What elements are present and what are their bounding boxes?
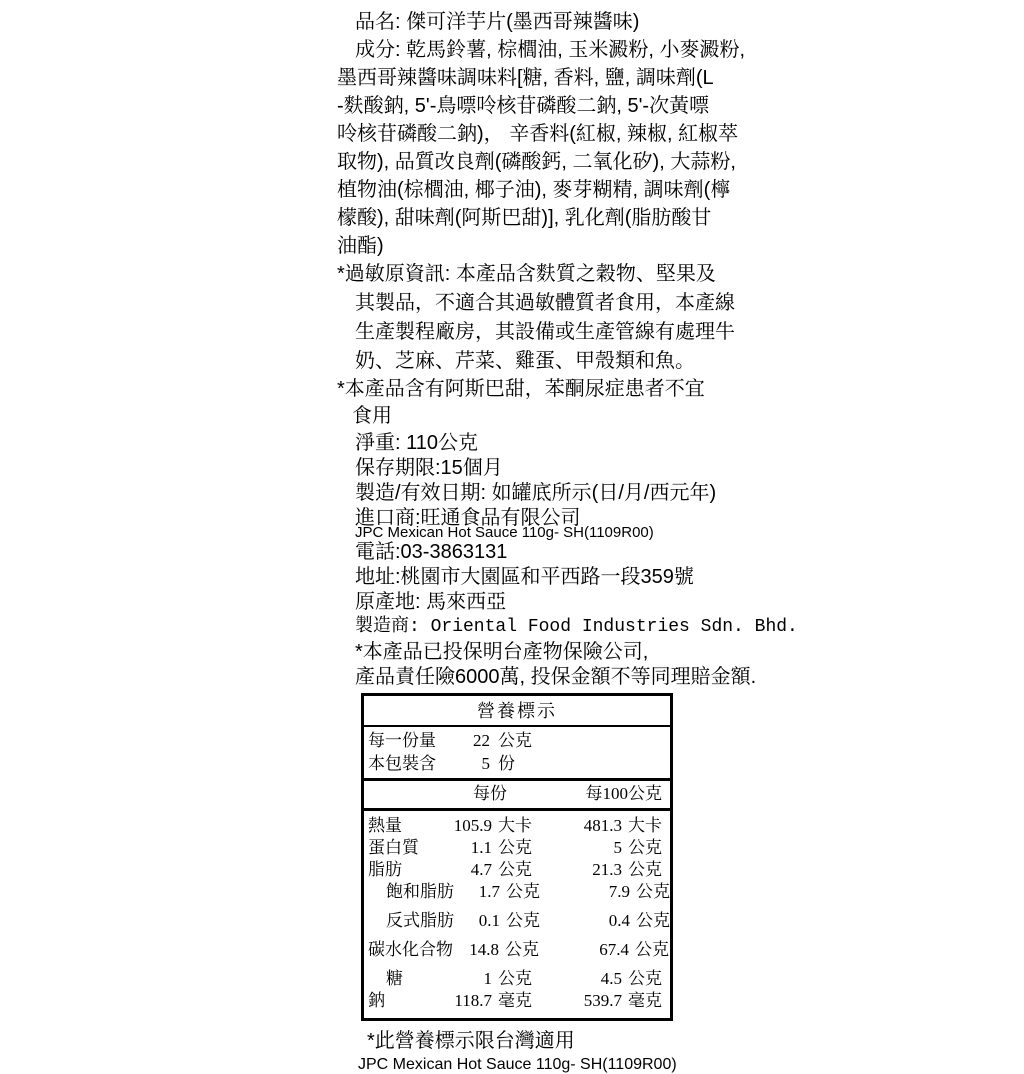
taiwan-only-note: *此營養標示限台灣適用 — [367, 1030, 575, 1052]
product-code: JPC Mexican Hot Sauce 110g- SH(1109R00) — [355, 524, 654, 541]
nutrition-table — [361, 693, 673, 1021]
servings-per-pack-row — [368, 752, 664, 775]
serving-size-value: 22 — [473, 731, 490, 750]
insurance-detail: 產品責任險6000萬, 投保金額不等同理賠金額. — [355, 666, 757, 688]
allergen-line: 生產製程廠房，其設備或生產管線有處理牛 — [355, 321, 735, 343]
manufacture-date: 製造/有效日期: 如罐底所示(日/月/西元年) — [355, 482, 717, 504]
nutrition-rows — [364, 811, 670, 1018]
nutrition-row-fat: 脂肪 4.7 公克 21.3 公克 — [368, 860, 662, 879]
ingredients-line: 植物油(棕櫚油, 椰子油), 麥芽糊精, 調味劑(檸 — [337, 179, 731, 201]
allergen-line: *過敏原資訊: 本產品含麩質之穀物、堅果及 — [337, 263, 716, 285]
aspartame-warning — [337, 376, 705, 430]
nutrition-row-sugar: 糖 1 公克 4.5 公克 — [386, 969, 662, 988]
per-100g-header: 每100公克 — [585, 784, 662, 803]
nutrition-row-trans-fat: 反式脂肪 0.1 公克 0.4 公克 — [386, 911, 670, 930]
importer: 進口商:旺通食品有限公司 — [355, 507, 581, 529]
per-serving-header: 每份 — [473, 784, 507, 803]
ingredients-line: -麩酸鈉, 5'-鳥嘌呤核苷磷酸二鈉, 5'-次黃嘌 — [337, 95, 710, 117]
aspartame-line: *本產品含有阿斯巴甜，苯酮尿症患者不宜 — [337, 378, 705, 400]
insurance-note: *本產品已投保明台產物保險公司, — [355, 641, 649, 663]
serving-size-row — [368, 729, 664, 752]
allergen-section — [337, 260, 735, 376]
serving-size-unit: 公克 — [498, 731, 532, 750]
aspartame-line: 食用 — [352, 405, 392, 427]
phone: 電話:03-3863131 — [355, 541, 508, 563]
product-label — [337, 8, 798, 1074]
manufacturer: 製造商: Oriental Food Industries Sdn. Bhd. — [355, 617, 798, 637]
origin: 原產地: 馬來西亞 — [355, 591, 507, 613]
nutrition-row-carbohydrate: 碳水化合物 14.8 公克 67.4 公克 — [368, 940, 669, 959]
empty-header-cell — [368, 783, 446, 805]
shelf-life: 保存期限:15個月 — [355, 457, 503, 479]
serving-info — [364, 727, 670, 781]
servings-per-pack-unit: 份 — [498, 754, 515, 773]
nutrition-row-saturated-fat: 飽和脂肪 1.7 公克 7.9 公克 — [386, 882, 670, 901]
servings-per-pack-label: 本包裝含 — [368, 754, 436, 773]
nutrition-title: 營養標示 — [364, 696, 670, 727]
ingredients-line: 油酯) — [337, 235, 384, 257]
nutrition-column-headers — [364, 781, 670, 811]
net-weight: 淨重: 110公克 — [355, 432, 478, 454]
nutrition-row-calories: 熱量 105.9 大卡 481.3 大卡 — [368, 816, 662, 835]
ingredients-line: 檬酸), 甜味劑(阿斯巴甜)], 乳化劑(脂肪酸甘 — [337, 207, 712, 229]
address: 地址:桃園市大園區和平西路一段359號 — [355, 566, 694, 588]
ingredients-section — [337, 8, 746, 260]
serving-size-label: 每一份量 — [368, 731, 436, 750]
footer-product-code: JPC Mexican Hot Sauce 110g- SH(1109R00) — [358, 1056, 677, 1073]
ingredients-line: 墨西哥辣醬味調味料[糖, 香料, 鹽, 調味劑(L — [337, 67, 714, 89]
servings-per-pack-value: 5 — [481, 754, 490, 773]
product-info-section — [337, 431, 798, 690]
nutrition-row-sodium: 鈉 118.7 毫克 539.7 毫克 — [368, 991, 662, 1010]
product-name: 品名: 傑可洋芋片(墨西哥辣醬味) — [355, 11, 640, 33]
ingredients-line: 取物), 品質改良劑(磷酸鈣, 二氧化矽), 大蒜粉, — [337, 151, 736, 173]
nutrition-row-protein: 蛋白質 1.1 公克 5 公克 — [368, 838, 662, 857]
ingredients-line: 呤核苷磷酸二鈉)， 辛香料(紅椒, 辣椒, 紅椒萃 — [337, 123, 739, 145]
ingredients-line: 成分: 乾馬鈴薯, 棕櫚油, 玉米澱粉, 小麥澱粉, — [355, 39, 746, 61]
allergen-line: 奶、芝麻、芹菜、雞蛋、甲殼類和魚。 — [355, 350, 695, 372]
allergen-line: 其製品，不適合其過敏體質者食用，本產線 — [355, 292, 735, 314]
